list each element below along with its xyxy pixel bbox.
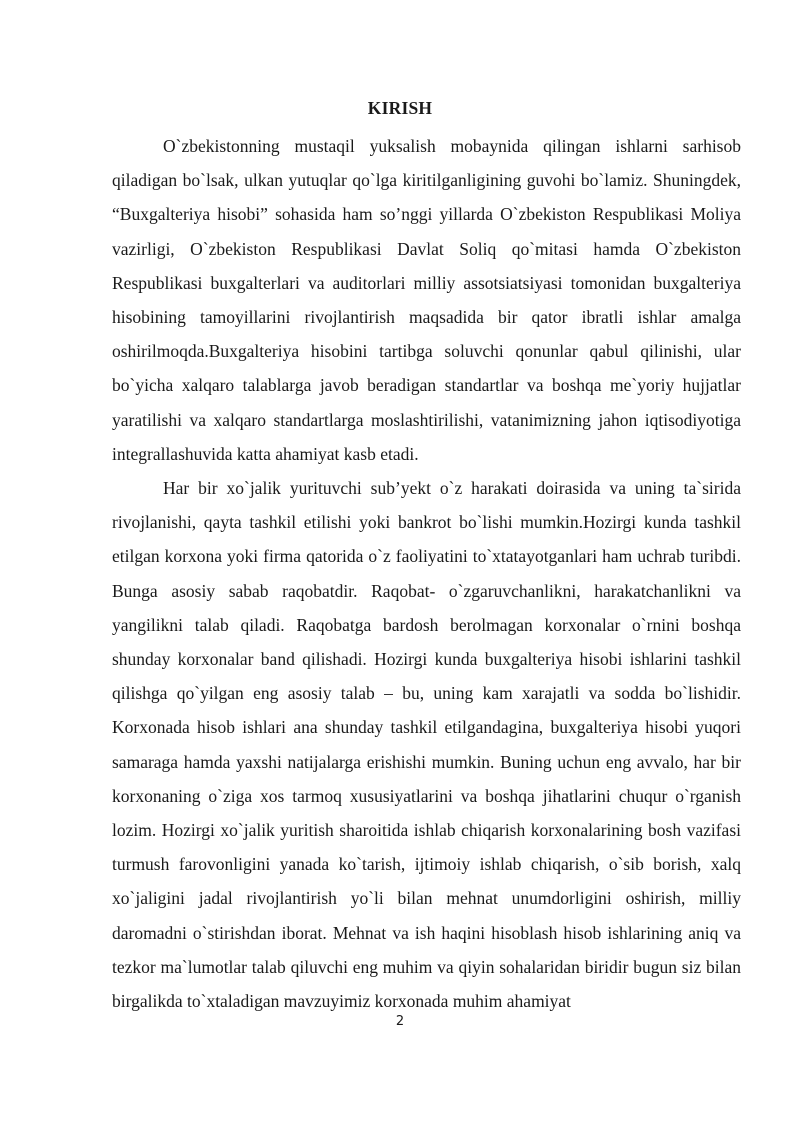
paragraph-main: Har bir xo`jalik yurituvchi sub’yekt o`z harakati doirasida va uning ta`sirida rivojlanishi, qayta tashkil etilishi yoki bankrot bo`lishi mumkin.Hozirgi kunda tashkil etilgan korxona yoki firma qatorida o`z faoliyatini to`xtatayotganlari ham uchrab turibdi. Bunga asosiy sabab raqobatdir. Raqobat- o`zgaruvchanlikni, harakatchanlikni va yangilikni talab qiladi. Raqobatga bardosh berolmagan korxonalar o`rnini boshqa shunday korxonalar band qilishadi. Hozirgi kunda buxgalteriya hisobi ishlarini tashkil qilishga qo`yilgan eng asosiy talab – bu, uning kam xarajatli va sodda bo`lishidir. Korxonada hisob ishlari ana shunday tashkil etilgandagina, buxgalteriya hisobi yuqori samaraga hamda yaxshi natijalarga erishishi mumkin. Buning uchun eng avvalo, har bir korxonaning o`ziga xos tarmoq xususiyatlarini va boshqa jihatlarini chuqur o`rganish lozim. Hozirgi xo`jalik yuritish sharoitida ishlab chiqarish korxonalarining bosh vazifasi turmush farovonligini yanada ko`tarish, ijtimoiy ishlab chiqarish, o`sib borish, xalq xo`jaligini jadal rivojlantirish yo`li bilan mehnat unumdorligini oshirish, milliy daromadni o`stirishdan iborat. Mehnat va ish haqini hisoblash hisob ishlarining aniq va tezkor ma`lumotlar talab qiluvchi eng muhim va qiyin sohalaridan biridir bugun siz bilan birgalikda to`xtaladigan mavzuyimiz korxonada muhim ahamiyat — [112, 478, 741, 1012]
paragraph-intro: O`zbekistonning mustaqil yuksalish mobaynida qilingan ishlarni sarhisob qiladigan bo`lsak, ulkan yutuqlar qo`lga kiritilganligining guvohi bo`lamiz. Shuningdek, “Buxgalteriya hisobi” sohasida ham so’nggi yillarda O`zbekiston Respublikasi Moliya vazirligi, O`zbekiston Respublikasi Davlat Soliq qo`mitasi hamda O`zbekiston Respublikasi buxgalterlari va auditorlari milliy assotsiatsiyasi tomonidan buxgalteriya hisobining tamoyillarini rivojlantirish maqsadida bir qator ibratli ishlar amalga oshirilmoqda.Buxgalteriya hisobini tartibga soluvchi qonunlar qabul qilinishi, ular bo`yicha xalqaro talablarga javob beradigan standartlar va boshqa me`yoriy hujjatlar yaratilishi va xalqaro standartlarga moslashtirilishi, vatanimizning jahon iqtisodiyotiga integrallashuvida katta ahamiyat kasb etadi. — [112, 136, 741, 464]
body-text — [112, 129, 741, 1018]
page-number: 2 — [395, 1014, 405, 1029]
section-title: KIRISH — [367, 98, 433, 118]
